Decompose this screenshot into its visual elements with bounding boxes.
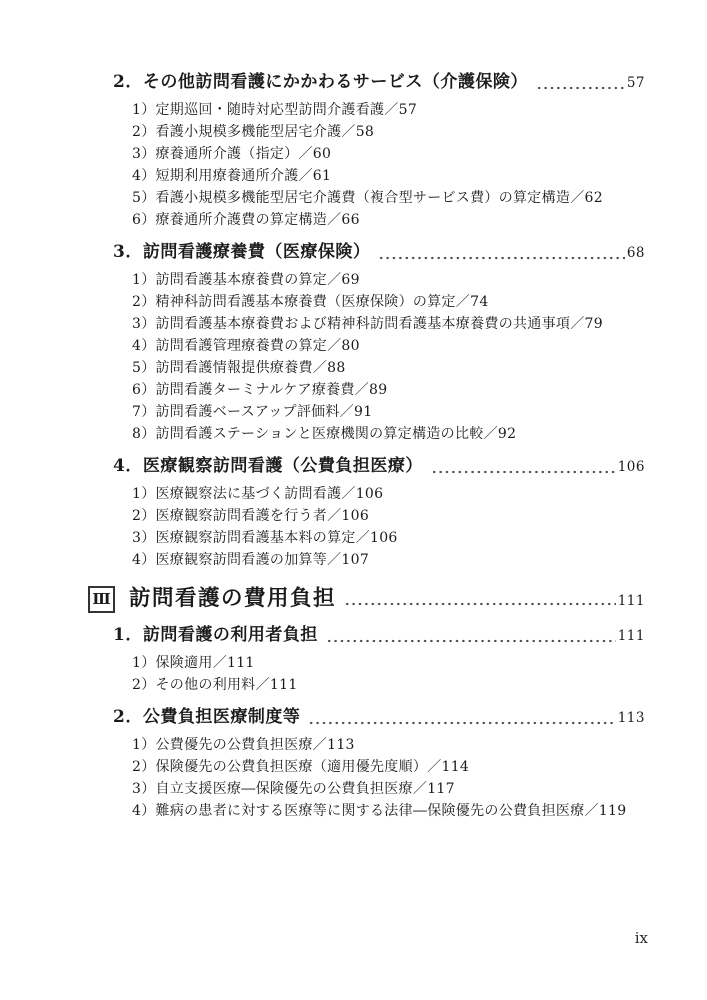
dot-leader bbox=[308, 720, 615, 726]
section-items bbox=[132, 99, 645, 231]
toc-item: 2）看護小規模多機能型居宅介護／58 bbox=[132, 124, 375, 140]
dot-leader bbox=[378, 255, 624, 261]
section-heading-row bbox=[113, 623, 645, 648]
toc-item: 1）保険適用／111 bbox=[132, 655, 255, 671]
section-page-number: 106 bbox=[617, 459, 645, 475]
section-title: 3．訪問看護療養費（医療保険） bbox=[113, 242, 371, 262]
toc-section bbox=[88, 623, 645, 696]
dot-leader bbox=[536, 85, 625, 91]
section-heading-row bbox=[113, 240, 645, 265]
toc-item: 2）精神科訪問看護基本療養費（医療保険）の算定／74 bbox=[132, 294, 489, 310]
toc-item: 3）療養通所介護（指定）／60 bbox=[132, 146, 332, 162]
section-items bbox=[132, 652, 645, 696]
part-page-number: 111 bbox=[617, 593, 645, 609]
section-title: 2．公費負担医療制度等 bbox=[113, 707, 301, 727]
toc-section bbox=[88, 70, 645, 231]
section-items bbox=[132, 483, 645, 571]
toc-item: 2）医療観察訪問看護を行う者／106 bbox=[132, 508, 370, 524]
part-number-box: Ⅲ bbox=[88, 586, 115, 613]
section-items bbox=[132, 269, 645, 445]
toc-item: 5）看護小規模多機能型居宅介護費（複合型サービス費）の算定構造／62 bbox=[132, 190, 603, 206]
toc-item: 3）自立支援医療―保険優先の公費負担医療／117 bbox=[132, 781, 455, 797]
toc-section bbox=[88, 454, 645, 571]
toc-item: 5）訪問看護情報提供療養費／88 bbox=[132, 360, 346, 376]
section-page-number: 68 bbox=[626, 245, 645, 261]
section-page-number: 113 bbox=[617, 710, 645, 726]
toc-item: 1）医療観察法に基づく訪問看護／106 bbox=[132, 486, 384, 502]
toc-item: 6）療養通所介護費の算定構造／66 bbox=[132, 212, 360, 228]
toc-item: 1）公費優先の公費負担医療／113 bbox=[132, 737, 355, 753]
toc bbox=[88, 70, 645, 822]
part-heading-row bbox=[88, 584, 645, 614]
toc-item: 4）短期利用療養通所介護／61 bbox=[132, 168, 332, 184]
toc-section bbox=[88, 705, 645, 822]
footer-page-number: ix bbox=[634, 929, 648, 947]
toc-item: 4）難病の患者に対する医療等に関する法律―保険優先の公費負担医療／119 bbox=[132, 803, 627, 819]
toc-item: 1）訪問看護基本療養費の算定／69 bbox=[132, 272, 360, 288]
toc-item: 2）保険優先の公費負担医療（適用優先度順）／114 bbox=[132, 759, 470, 775]
toc-item: 1）定期巡回・随時対応型訪問介護看護／57 bbox=[132, 102, 418, 118]
section-title: 4．医療観察訪問看護（公費負担医療） bbox=[113, 456, 423, 476]
toc-item: 3）訪問看護基本療養費および精神科訪問看護基本療養費の共通事項／79 bbox=[132, 316, 603, 332]
dot-leader bbox=[344, 601, 616, 607]
dot-leader bbox=[326, 638, 616, 644]
section-items bbox=[132, 734, 645, 822]
toc-item: 4）訪問看護管理療養費の算定／80 bbox=[132, 338, 360, 354]
toc-item: 6）訪問看護ターミナルケア療養費／89 bbox=[132, 382, 388, 398]
toc-section bbox=[88, 240, 645, 445]
section-heading-row bbox=[113, 454, 645, 479]
part-title: 訪問看護の費用負担 bbox=[129, 586, 337, 611]
section-heading-row bbox=[113, 70, 645, 95]
toc-item: 4）医療観察訪問看護の加算等／107 bbox=[132, 552, 370, 568]
section-page-number: 57 bbox=[626, 75, 645, 91]
section-title: 1．訪問看護の利用者負担 bbox=[113, 625, 318, 645]
section-title: 2．その他訪問看護にかかわるサービス（介護保険） bbox=[113, 72, 528, 92]
section-heading-row bbox=[113, 705, 645, 730]
toc-item: 8）訪問看護ステーションと医療機関の算定構造の比較／92 bbox=[132, 426, 517, 442]
toc-item: 7）訪問看護ベースアップ評価料／91 bbox=[132, 404, 373, 420]
section-page-number: 111 bbox=[617, 628, 645, 644]
toc-item: 3）医療観察訪問看護基本料の算定／106 bbox=[132, 530, 398, 546]
dot-leader bbox=[431, 469, 616, 475]
toc-item: 2）その他の利用料／111 bbox=[132, 677, 298, 693]
